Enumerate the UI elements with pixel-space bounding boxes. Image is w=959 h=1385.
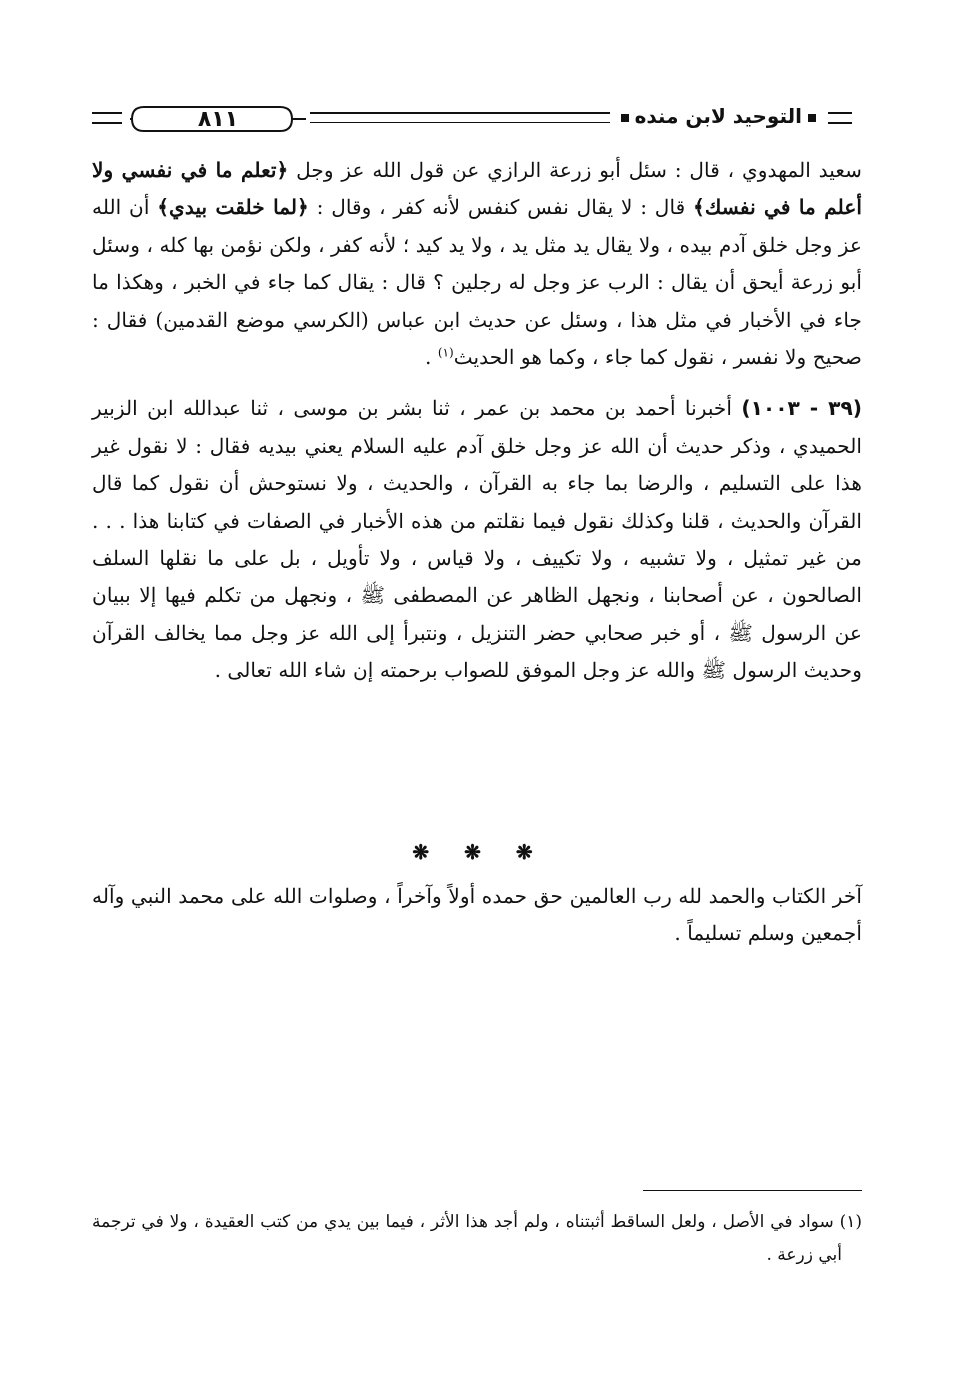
footnote-reference: (١)	[437, 345, 454, 360]
text-run: .	[425, 345, 438, 370]
header-rule-long-bottom	[310, 122, 610, 123]
footnote-text: (١) سواد في الأصل ، ولعل الساقط أثبتناه ، ولم أجد هذا الأثر ، فيما بين يدي من كتب العقيدة ، ولا في ترجمة أبي زرعة .	[92, 1212, 862, 1265]
text-run: سعيد المهدوي ، قال : سئل أبو زرعة الرازي عن قول الله عز وجل	[288, 158, 862, 182]
header-rule-right-bottom	[828, 122, 852, 124]
header-rule-left-bottom	[92, 122, 122, 124]
text-run: قال : لا يقال نفس كنفس لأنه كفر ، وقال :	[308, 195, 694, 220]
running-title-text: التوحيد لابن منده	[634, 104, 802, 128]
text-run: أخبرنا أحمد بن محمد بن عمر ، ثنا بشر بن موسى ، ثنا عبدالله ابن الزبير الحميدي ، وذكر حديث أن الله عز وجل خلق آدم عليه السلام يعني بيديه فقال : لا نقول غير هذا على التسليم ، والرضا بما جاء به القرآن ، والحديث ، ولا نستوحش أن نقول كما قال القرآن والحديث ، قلنا وكذلك نقول فيما نقلتم من هذه الأخبار في الصفات في كتابنا هذا . . . من غير تمثيل ، ولا تشبيه ، ولا تكييف ، ولا قياس ، ولا تأويل ، بل على ما نقلها السلف الصالحون ، عن أصحابنا ، ونجهل الظاهر عن المصطفى ﷺ ، ونجهل من تكلم فيها إلا ببيان عن الرسول ﷺ ، أو خبر صحابي حضر التنزيل ، ونتبرأ إلى الله عز وجل مما يخالف القرآن وحديث الرسول ﷺ والله عز وجل الموفق للصواب برحمته إن شاء الله تعالى .	[92, 396, 862, 683]
paragraph-1	[92, 152, 862, 376]
page-number: ٨١١	[197, 106, 239, 132]
header-rule-right-top	[828, 112, 852, 114]
section-divider-stars: ❋ ❋ ❋	[412, 840, 547, 864]
quran-verse: ﴿تعلم ما في نفسي ولا أعلم ما في نفسك﴾	[92, 158, 862, 220]
page-header	[92, 100, 852, 140]
quran-verse: ﴿لما خلقت بيدي﴾	[157, 195, 309, 220]
header-rule-long-top	[310, 112, 610, 114]
closing-text	[92, 878, 862, 953]
square-ornament-icon	[621, 114, 629, 122]
paragraph-2	[92, 390, 862, 689]
running-title	[615, 104, 822, 128]
closing-paragraph: آخر الكتاب والحمد لله رب العالمين حق حمده أولاً وآخراً ، وصلوات الله على محمد النبي وآله أجمعين وسلم تسليماً .	[92, 884, 862, 946]
footnote-separator	[643, 1190, 862, 1191]
square-ornament-icon	[808, 114, 816, 122]
text-run: أن الله عز وجل خلق آدم بيده ، ولا يقال يد مثل يد ، ولا يد كيد ؛ لأنه كفر ، ولكن نؤمن بها كله ، وسئل أبو زرعة أيحق أن يقال : الرب عز وجل له رجلين ؟ قال : يقال كما جاء في الخبر ، وهكذا ما جاء في الأخبار في مثل هذا ، وسئل عن حديث ابن عباس (الكرسي موضع القدمين) فقال : صحيح ولا نفسر ، نقول كما جاء ، وكما هو الحديث	[92, 195, 862, 370]
header-rule-left-top	[92, 112, 122, 114]
hadith-number: (٣٩ - ١٠٠٣)	[741, 396, 863, 421]
main-text	[92, 152, 862, 690]
footnote	[92, 1206, 862, 1272]
page-number-frame	[130, 106, 306, 132]
